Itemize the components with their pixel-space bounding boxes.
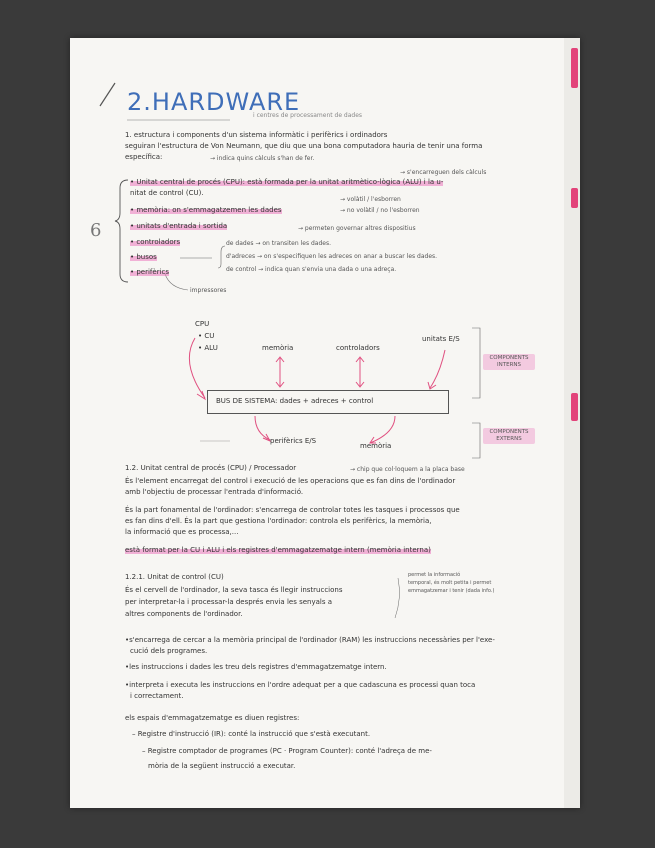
section-heading: 1.2. Unitat central de procés (CPU) / Processador <box>125 464 297 472</box>
bullet-cont: nitat de control (CU). <box>130 189 204 197</box>
tag-external: COMPONENTS EXTERNS <box>483 428 535 444</box>
text-line: es fan dins d'ell. És la part que gestiona l'ordinador: controla els perifèrics, la memòria, <box>125 517 432 525</box>
diagram-alu: • ALU <box>198 344 218 352</box>
note: → indica quins càlculs s'han de fer. <box>210 155 315 162</box>
text-line: •s'encarrega de cercar a la memòria principal de l'ordinador (RAM) les instruccions necessàries per l'exe- <box>125 636 495 644</box>
text-line: per interpretar-la i processar-la després envia les senyals a <box>125 598 333 606</box>
note: impressores <box>190 287 227 294</box>
text-line: – Registre comptador de programes (PC · Program Counter): conté l'adreça de me- <box>142 747 432 755</box>
diagram-cu: • CU <box>198 332 215 340</box>
text-line: •interpreta i executa les instruccions en l'ordre adequat per a que cadascuna es processi quan toca <box>125 681 476 689</box>
bullet: • Unitat central de procés (CPU): està formada per la unitat aritmètico-lògica (ALU) i la u- <box>130 178 444 186</box>
margin-number: 6 <box>90 220 102 241</box>
text-line: està format per la CU i ALU i els registres d'emmagatzematge intern (memòria interna) <box>125 546 431 554</box>
bullet: • perifèrics <box>130 268 170 276</box>
text-line: la informació que es processa,... <box>125 528 239 536</box>
note: → chip que col·loquem a la placa base <box>350 466 465 473</box>
diagram-cpu: CPU <box>195 320 210 328</box>
diagram-unitats: unitats E/S <box>422 335 460 343</box>
note: permet la informació <box>408 572 461 578</box>
note: de dades → on transiten les dades. <box>226 240 331 247</box>
bullet: • busos <box>130 253 157 261</box>
title-subtitle: i centres de processament de dades <box>253 112 363 119</box>
note: emmagatzemar i tenir (dada info.) <box>408 588 495 594</box>
text-line: específica: <box>125 153 163 161</box>
note: de control → indica quan s'envia una dada o una adreça. <box>226 266 397 273</box>
note: temporal, és molt petita i permet <box>408 580 492 586</box>
tag-internal: COMPONENTS INTERNS <box>483 354 535 370</box>
diagram-memoria: memòria <box>262 344 294 352</box>
diagram-bus: BUS DE SISTEMA: dades + adreces + control <box>216 397 374 405</box>
text-line: amb l'objectiu de processar l'entrada d'informació. <box>125 488 304 496</box>
note: → permeten governar altres dispositius <box>298 225 416 232</box>
bullet: • memòria: on s'emmagatzemen les dades <box>130 206 282 214</box>
bullet: • controladors <box>130 238 181 246</box>
text-line: És el cervell de l'ordinador, la seva tasca és llegir instruccions <box>125 586 343 594</box>
text-line: mòria de la següent instrucció a executar. <box>148 762 296 770</box>
text-line: altres components de l'ordinador. <box>125 610 243 618</box>
text-line: i correctament. <box>130 692 184 700</box>
diagram-periferics: perifèrics E/S <box>270 437 317 445</box>
note: → no volàtil / no l'esborren <box>340 207 420 214</box>
diagram-memoria2: memòria <box>360 442 392 450</box>
text-line: És la part fonamental de l'ordinador: s'encarrega de controlar totes les tasques i processos que <box>125 506 460 514</box>
text-line: •les instruccions i dades les treu dels registres d'emmagatzematge intern. <box>125 663 387 671</box>
section-heading: 1. estructura i components d'un sistema informàtic i perifèrics i ordinadors <box>125 131 388 139</box>
text-line: cució dels programes. <box>130 647 208 655</box>
text-line: seguiran l'estructura de Von Neumann, que diu que una bona computadora hauria de tenir una forma <box>125 142 483 150</box>
section-heading: 1.2.1. Unitat de control (CU) <box>125 573 224 581</box>
note: → volàtil / l'esborren <box>340 196 401 203</box>
text-line: – Registre d'instrucció (IR): conté la instrucció que s'està executant. <box>132 730 371 738</box>
note: d'adreces → on s'especifiquen les adreces on anar a buscar les dades. <box>226 253 438 260</box>
note: → s'encarreguen dels càlculs <box>400 169 487 176</box>
page-title: 2.HARDWARE <box>127 88 301 116</box>
text-line: els espais d'emmagatzematge es diuen registres: <box>125 714 300 722</box>
text-line: És l'element encarregat del control i execució de les operacions que es fan dins de l'ordinador <box>125 477 456 485</box>
bullet: • unitats d'entrada i sortida <box>130 222 228 230</box>
diagram-controladors: controladors <box>336 344 380 352</box>
notebook-page <box>70 38 580 808</box>
